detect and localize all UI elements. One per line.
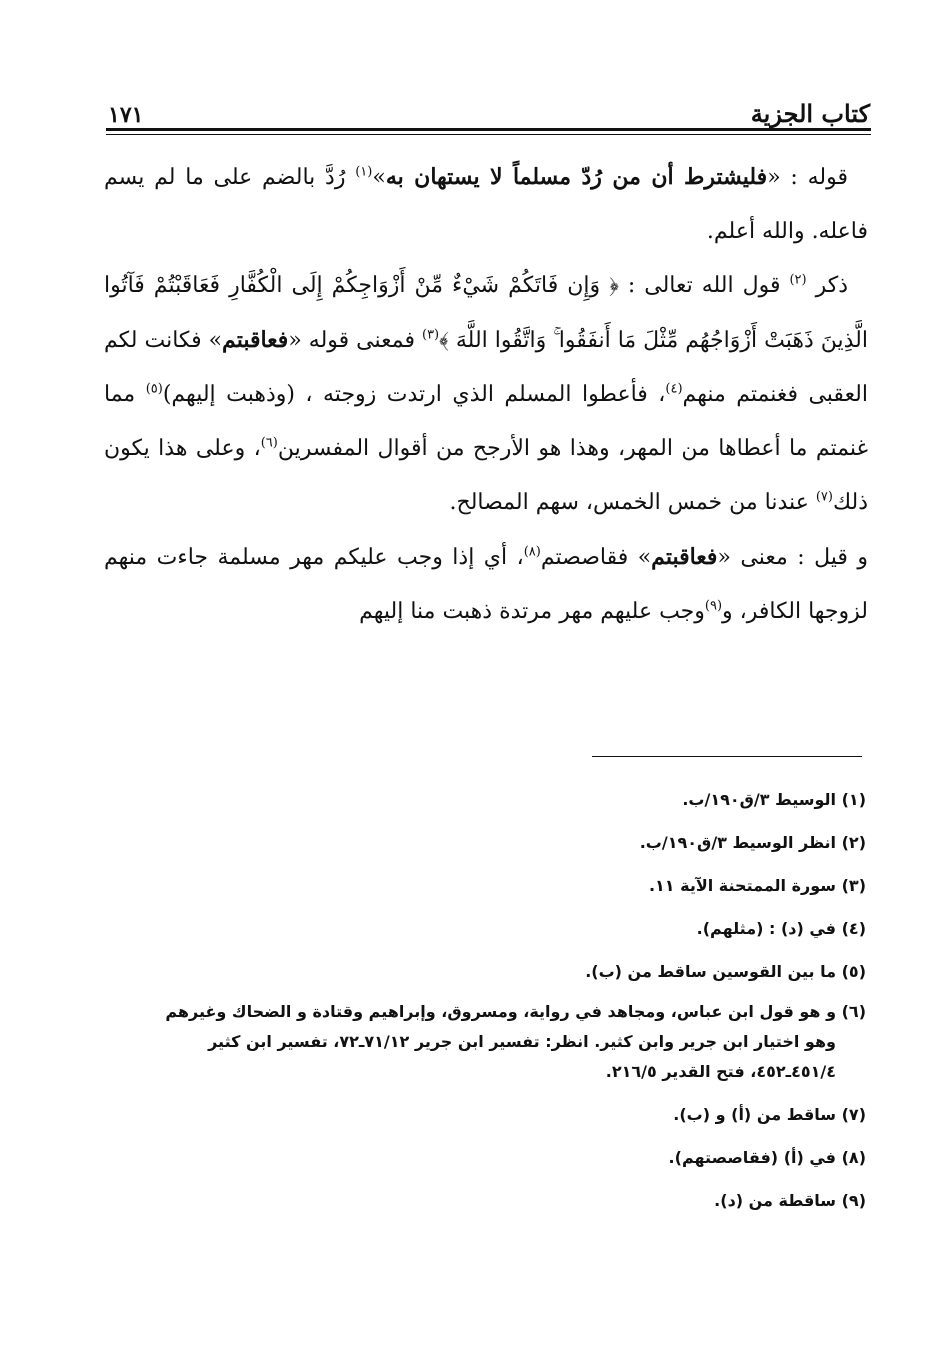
quran-verse: قول الله تعالى : ﴿ وَإِن فَاتَكُمْ شَيْءٌ مِّنْ أَزْوَاجِكُمْ إِلَى الْكُفَّارِ فَعَاقَبْتُمْ فَآتُوا الَّذِينَ ذَهَبَتْ أَزْوَاجُهُم مِّثْلَ مَا أَنفَقُوا ۚ وَاتَّقُوا اللَّهَ ﴾ [104, 273, 868, 353]
p1-post: رُدَّ بالضم على ما لم يسم فاعله. والله أعلم. [104, 165, 868, 244]
footnote-2: (٢) انظر الوسيط ٣/ق١٩٠/ب. [639, 833, 866, 852]
footnote-8: (٨) في (أ) (فقاصصتهم). [668, 1148, 866, 1167]
footnote-separator [592, 756, 862, 757]
footnote-ref-3: (٣) [421, 327, 440, 343]
paragraph-3 [104, 530, 868, 639]
running-title: كتاب الجزية [750, 99, 870, 128]
footnote-ref-6: (٦) [260, 435, 278, 451]
footnote-6-line-3: ٤٥١/٤ـ٤٥٢، فتح القدير ٢١٦/٥. [605, 1062, 836, 1081]
footnote-7: (٧) ساقط من (أ) و (ب). [673, 1105, 866, 1124]
footnotes [100, 778, 866, 1222]
p3-bold-word: فعاقبتم [651, 544, 718, 570]
p2-mid4: ، فأعطوا المسلم الذي ارتدت زوجته ، (وذهبت إليهم) [162, 382, 666, 407]
footnote-3: (٣) سورة الممتحنة الآية ١١. [648, 876, 866, 895]
footnote-ref-1: (١) [355, 164, 373, 180]
p2-pre: ذكر [806, 273, 849, 298]
footnote-ref-4: (٤) [665, 381, 683, 397]
p3-mid2: ، أي إذا وجب عليكم مهر مسلمة جاءت منهم لزوجها الكافر، و [104, 545, 868, 624]
page-header [108, 92, 870, 128]
footnote-ref-5: (٥) [145, 381, 163, 397]
main-text [104, 150, 868, 639]
paragraph-2 [104, 259, 868, 530]
p2-mid5: مما غنمتم ما أعطاها من المهر، وهذا هو الأرجح من أقوال المفسرين [104, 382, 868, 461]
p3-mid: » فقاصصتم [540, 545, 652, 570]
p2-mid2: فمعنى قوله « [288, 328, 422, 353]
p2-mid3: » فكانت لكم العقبى فغنمتم منهم [104, 328, 868, 407]
footnote-ref-8: (٨) [523, 544, 541, 560]
p3-end: وجب عليهم مهر مرتدة ذهبت منا إليهم [359, 599, 705, 624]
paragraph-1 [104, 150, 868, 259]
footnote-6-line-1: (٦) و هو قول ابن عباس، ومجاهد في رواية، ومسروق، وإبراهيم وقتادة و الضحاك وغيرهم [165, 1002, 866, 1021]
p3-pre: و قيل : معنى « [717, 545, 869, 570]
footnote-9: (٩) ساقطة من (د). [714, 1191, 866, 1210]
footnote-5: (٥) ما بين القوسين ساقط من (ب). [585, 962, 866, 981]
footnote-ref-7: (٧) [815, 489, 833, 505]
p2-bold-word: فعاقبتم [222, 327, 289, 353]
p2-end: عندنا من خمس الخمس، سهم المصالح. [449, 490, 816, 515]
header-rule-thick [106, 128, 871, 131]
footnote-4: (٤) في (د) : (مثلهم). [696, 919, 866, 938]
p1-close: » [372, 165, 386, 190]
p2-mid6: ، وعلى هذا يكون ذلك [104, 436, 868, 515]
footnote-6-line-2: وهو اختيار ابن جرير وابن كثير. انظر: تفسير ابن جرير ٧١/١٢ـ٧٢، تفسير ابن كثير [208, 1032, 836, 1051]
footnote-6 [100, 993, 866, 1087]
header-rule-thin [106, 134, 871, 135]
p1-pre: قوله : « [767, 165, 848, 190]
footnote-ref-2: (٢) [789, 272, 807, 288]
page-number: ١٧١ [108, 102, 144, 128]
footnote-1: (١) الوسيط ٣/ق١٩٠/ب. [682, 790, 866, 809]
footnote-ref-9: (٩) [704, 598, 723, 614]
p1-bold-quote: فليشترط أن من رُدّ مسلماً لا يستهان به [385, 164, 768, 190]
